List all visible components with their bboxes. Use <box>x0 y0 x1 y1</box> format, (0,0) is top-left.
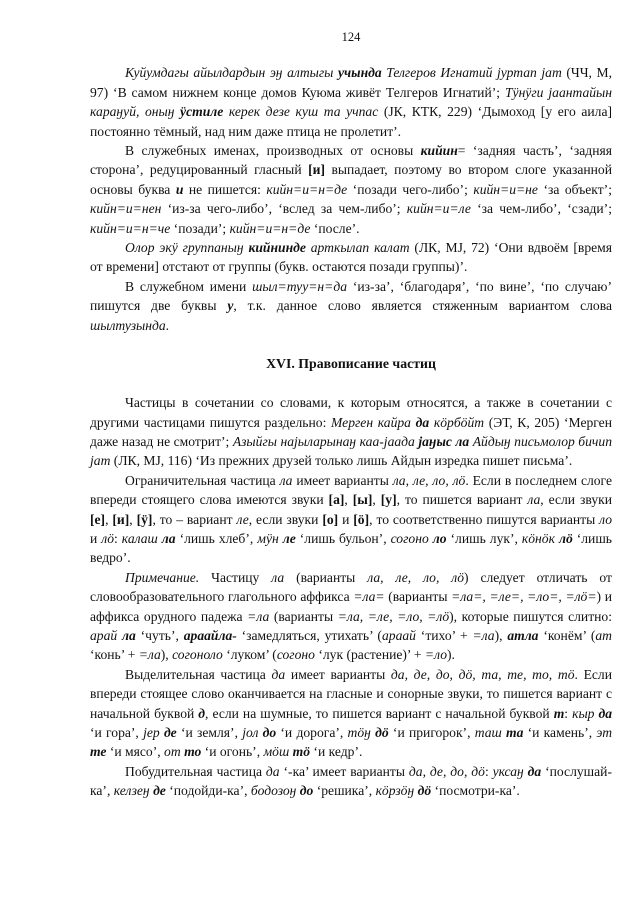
text-run: Частицу <box>199 569 272 585</box>
text-run: ла <box>279 472 293 488</box>
text-run: ‘замедляться, утихать’ ( <box>236 627 382 643</box>
text-run: келзеӈ <box>113 783 154 799</box>
text-run: те <box>90 744 107 760</box>
text-run: согоноло <box>172 647 223 663</box>
text-run: (ЧЧ, М, 97) ‘В самом нижнем конце домов Куюма живёт Телгеров Игнатий’; <box>90 65 613 100</box>
text-run: [и] <box>308 162 325 178</box>
text-run: ‘-ка’ имеет варианты <box>279 763 409 779</box>
text-run: ‘из-за’, ‘благодаря’, ‘по вине’, ‘по случаю’ пишутся две буквы <box>90 278 612 314</box>
text-run: та <box>506 725 524 740</box>
text-run: ле <box>282 530 296 546</box>
text-run: Частицы в сочетании со словами, к которым относятся, а также в сочетании с другими частицами пишутся раздельно: <box>90 395 612 430</box>
text-run: и <box>175 181 184 197</box>
text-run: Куйумдагы айылдардын эӈ алтыгы <box>125 65 338 81</box>
text-run: кийн=и=не <box>473 181 538 197</box>
text-run: кöрбöйт <box>429 414 485 430</box>
text-run: ‘лишь ведро’. <box>90 530 613 566</box>
text-run: и <box>90 530 102 546</box>
text-run: и <box>338 511 354 527</box>
text-run: јер <box>143 725 164 740</box>
text-run: [у] <box>380 492 397 508</box>
text-run: де <box>153 783 166 799</box>
text-run: ‘послушай-ка’, <box>90 763 612 799</box>
text-run: да, де, до, дö <box>408 763 485 779</box>
text-run: (варианты <box>269 608 338 624</box>
text-run: ‘за чем-либо’, ‘сзади’; <box>470 201 612 217</box>
text-run: , т.к. данное слово является стяженным вариантом слова <box>233 298 613 314</box>
text-run: да, де, до, дö, та, те, то, тö <box>390 666 575 682</box>
text-run: ло <box>432 530 447 546</box>
text-run: ‘решика’, <box>313 783 376 799</box>
text-run: ), <box>494 627 508 643</box>
text-run: (варианты <box>384 589 452 605</box>
text-run: =ло <box>424 647 447 663</box>
text-run: ‘позади’; <box>170 220 230 236</box>
text-run: ‘и огонь’, <box>201 744 264 760</box>
paragraph <box>90 568 612 665</box>
text-run: (ЛК, МЈ, 72) ‘Они вдвоём [время от времени] отстают от группы (букв. остаются позади группы)’. <box>90 240 613 275</box>
text-run: ‘конём’ ( <box>538 627 596 643</box>
text-run: арай <box>90 627 123 643</box>
text-run: =ла <box>138 647 161 663</box>
text-run: ‘и дорога’, <box>276 725 348 740</box>
text-run: ‘и гора’, <box>90 725 144 740</box>
text-run: Айдыӈ письмолор бичип јат <box>90 433 612 469</box>
text-run: . Если в последнем слоге впереди стоящего слова имеются звуки <box>90 472 612 508</box>
text-run: Тӱнӱги јаантайын караӈуй, оныӈ <box>90 84 613 120</box>
text-run: Азыйгы најыларынаӈ каа-јаада <box>232 433 419 449</box>
text-run: ‘и земля’, <box>176 725 243 740</box>
text-run: ‘из-за чего-либо’, ‘вслед за чем-либо’; <box>161 201 407 217</box>
paragraph <box>90 471 612 568</box>
text-run: ‘лишь лук’, <box>446 530 522 546</box>
text-run: Мерген кайра <box>331 414 416 430</box>
paragraph <box>90 238 612 277</box>
text-run: јаӈыс ла <box>418 433 470 449</box>
text-run: ‘и камень’, <box>523 725 597 740</box>
text-run: то <box>184 744 202 760</box>
text-run: ле <box>236 511 249 527</box>
text-run: ла <box>161 530 176 546</box>
text-run: ) следует отличать от словообразовательного глагольного аффикса <box>90 569 612 605</box>
text-run: , если звуки <box>248 511 323 527</box>
text-run: [е] <box>90 511 106 527</box>
text-run: , если на шумные, то пишется вариант с начальной буквой <box>205 705 554 721</box>
paragraph <box>90 141 612 238</box>
text-run: . Если впереди стоящее слово оканчивается на гласные и сонорные звуки, то пишется вариант с начальной буквой <box>90 666 612 721</box>
text-run: ‘лишь хлеб’, <box>175 530 258 546</box>
text-run: (ЭТ, К, 205) ‘Мерген даже назад не смотрит’; <box>90 414 612 449</box>
text-run: кийн=и=нен <box>90 201 162 217</box>
text-run: да <box>271 666 286 682</box>
text-run: ), <box>160 647 173 663</box>
text-run: , <box>344 492 353 508</box>
text-run: уксаӈ <box>492 763 528 779</box>
text-run: согоно <box>390 530 433 546</box>
text-run: =ла= <box>353 589 385 605</box>
text-run: Выделительная частица <box>125 666 272 682</box>
text-run: [ö] <box>353 511 370 527</box>
text-run: ‘и пригорок’, <box>388 725 475 740</box>
text-run: эт <box>596 725 613 740</box>
text-run: д <box>198 705 206 721</box>
text-run: ), которые пишутся слитно: <box>449 608 612 624</box>
text-run: бодозоӈ <box>250 783 300 799</box>
text-run: кöрзöӈ <box>375 783 418 799</box>
text-run: ‘лук (растение)’ + <box>314 647 425 663</box>
text-run: [и] <box>112 511 130 527</box>
paragraph <box>90 63 612 141</box>
text-run: да <box>265 763 280 779</box>
text-run: согоно <box>276 647 315 663</box>
text-run: тö <box>292 744 311 760</box>
text-run: [ӱ] <box>136 511 153 527</box>
text-run: ӱстиле <box>180 104 224 120</box>
text-run: : <box>564 705 573 721</box>
text-run: В служебном имени <box>125 278 253 294</box>
text-run: ‘после’. <box>310 220 360 236</box>
text-run: ‘и мясо’, <box>106 744 165 760</box>
text-run: [ы] <box>352 492 373 508</box>
text-run: учында <box>337 65 382 81</box>
text-run: јол <box>242 725 263 740</box>
text-run: ‘подойди-ка’, <box>165 783 251 799</box>
text-run: , то соответственно пишутся варианты <box>369 511 600 527</box>
text-run: ла <box>271 569 285 585</box>
text-run: (варианты <box>284 569 368 585</box>
text-run: (ЛК, МЈ, 116) ‘Из прежних друзей только лишь Айдын изредка пишет письма’. <box>110 453 573 469</box>
text-run: арткылап калат <box>305 240 410 256</box>
text-run: Ограничительная частица <box>125 472 280 488</box>
text-run: кöнöк <box>521 530 559 546</box>
text-run: =ла=, =ле=, =ло=, =лö= <box>451 589 597 605</box>
text-run: таш <box>474 725 506 740</box>
text-run: =ла <box>247 608 270 624</box>
text-run: кийн=и=н=че <box>90 220 171 236</box>
text-run: выпадает, поэтому во втором слоге указанной основы буква <box>90 162 612 197</box>
text-run: =ла <box>472 627 495 643</box>
text-run: кийин <box>420 143 458 159</box>
text-run: Олор экӱ группаныӈ <box>125 240 249 256</box>
text-run: до <box>299 783 314 799</box>
text-run: т <box>553 705 565 721</box>
text-run: = ‘задняя часть’, ‘задняя сторона’, редуцированный гласный <box>90 143 612 178</box>
text-run: ‘лишь бульон’, <box>295 530 391 546</box>
text-run: кыр <box>572 705 599 721</box>
text-run: (ЈК, КТК, 229) ‘Дымоход [у его аила] постоянно тёмный, над ним даже птица не пролетит’. <box>90 104 613 139</box>
text-run: , то пишется вариант <box>396 492 528 508</box>
text-run: ло <box>599 511 613 527</box>
text-run: дö <box>375 725 389 740</box>
text-run: кийн=и=н=де <box>266 181 348 197</box>
text-run: : <box>484 763 493 779</box>
text-run: Примечание. <box>125 569 200 585</box>
text-run: ла, ле, ло, лö <box>392 472 466 488</box>
text-run: ) и аффикса орудного падежа <box>90 589 612 624</box>
text-run: . <box>165 317 170 333</box>
text-run: : <box>114 530 122 546</box>
text-run: [о] <box>322 511 339 527</box>
text-run: ‘тихо’ + <box>415 627 473 643</box>
text-run: [а] <box>328 492 345 508</box>
text-run: от <box>164 744 185 760</box>
text-run: мӱн <box>257 530 283 546</box>
text-run: не пишется: <box>183 181 267 197</box>
text-run: кийнинде <box>248 240 306 256</box>
text-run: , <box>105 511 113 527</box>
text-run: ). <box>447 647 455 663</box>
page-number: 124 <box>341 30 361 44</box>
paragraph <box>90 665 612 762</box>
text-run: ‘луком’ ( <box>222 647 277 663</box>
text-run: ‘за объект’; <box>537 181 612 197</box>
text-run: Телгеров Игнатий јуртап јат <box>381 65 562 81</box>
text-run: ‘позади чего-либо’; <box>347 181 474 197</box>
section-heading: XVI. Правописание частиц <box>266 356 436 372</box>
text-run: араайла- <box>183 627 237 643</box>
text-run: атла <box>507 627 539 643</box>
text-run: ла <box>122 627 136 643</box>
text-run: да <box>415 414 430 430</box>
text-run: , <box>129 511 137 527</box>
text-run: тöӈ <box>347 725 376 740</box>
text-run: до <box>262 725 277 740</box>
text-run: имеет варианты <box>292 472 393 488</box>
text-run: кийн=и=н=де <box>229 220 311 236</box>
text-run: ‘и кедр’. <box>310 744 363 760</box>
text-run: В служебных именах, производных от основы <box>125 143 421 159</box>
text-run: ‘конь’ + <box>90 647 139 663</box>
text-run: де <box>163 725 177 740</box>
text-run: Побудительная частица <box>125 763 266 779</box>
text-run: ‘чуть’, <box>135 627 184 643</box>
paragraph <box>90 762 612 801</box>
text-run: , <box>372 492 381 508</box>
text-run: шыл=туу=н=да <box>252 278 348 294</box>
document-page <box>90 28 612 801</box>
text-run: =ла, =ле, =ло, =лö <box>337 608 450 624</box>
text-run: кийн=и=ле <box>406 201 471 217</box>
text-run: ‘посмотри-ка’. <box>431 783 520 799</box>
text-run: дö <box>417 783 432 799</box>
text-run: араай <box>381 627 416 643</box>
text-run: лö <box>558 530 573 546</box>
text-run: ат <box>595 627 612 643</box>
text-run: у <box>227 298 234 314</box>
paragraph <box>90 277 612 335</box>
text-run: калаш <box>121 530 162 546</box>
text-run: ла, ле, ло, лö <box>367 569 465 585</box>
text-run: , то – вариант <box>152 511 237 527</box>
text-run: , если звуки <box>540 492 613 508</box>
text-run: да <box>598 705 613 721</box>
text-run: керек дезе куш та учпас <box>223 104 379 120</box>
text-run: ла <box>527 492 541 508</box>
text-run: имеет варианты <box>285 666 391 682</box>
text-run: мöш <box>263 744 293 760</box>
text-run: шылтузында <box>90 317 166 333</box>
text-run: да <box>527 763 542 779</box>
paragraph <box>90 393 612 471</box>
text-run: лö <box>101 530 115 546</box>
